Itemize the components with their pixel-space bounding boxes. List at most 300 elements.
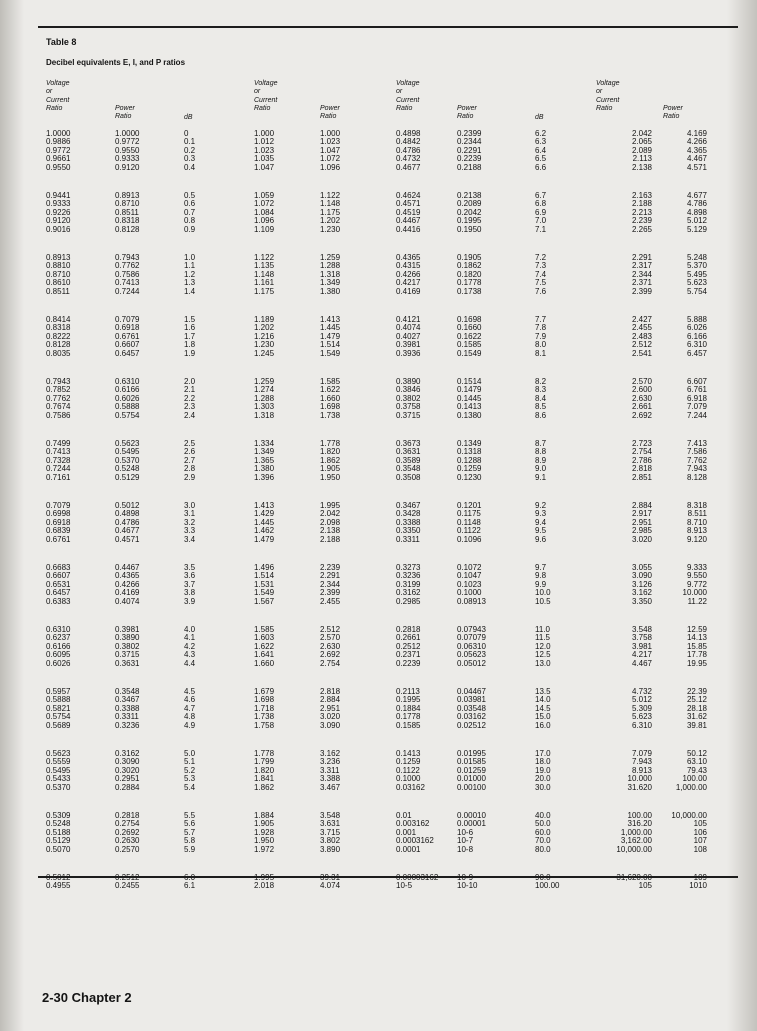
table-cell: 9.2 [535,501,547,510]
table-cell: 0.2399 [457,129,482,138]
table-cell: 0.1201 [457,501,482,510]
table-cell: 0.03981 [457,695,486,705]
row-group [535,564,559,626]
table-cell: 0.7586 [46,410,71,420]
column-power-3 [457,130,486,936]
row-group [115,130,139,192]
table-cell: 1.1 [184,261,196,271]
table-cell: 5.9 [184,844,196,854]
row-group [650,130,707,192]
table-cell: 0.1175 [457,509,481,519]
table-cell: 2.630 [320,641,341,651]
row-group [46,564,70,626]
table-cell: 1.202 [320,216,341,226]
table-cell: 9.5 [535,526,547,536]
table-cell: 0.5888 [115,402,140,412]
table-cell: 0.8511 [46,286,70,296]
table-cell: 0.6457 [46,588,71,598]
table-cell: 2.399 [631,286,652,296]
table-cell: 0.4169 [396,286,421,296]
table-cell: 20.0 [535,774,551,784]
row-group [535,254,559,316]
table-cell: 2.985 [631,526,652,536]
table-title: Decibel equivalents E, I, and P ratios [46,58,186,67]
table-cell: 0.6918 [115,323,140,333]
table-cell: 0.8511 [115,207,139,217]
table-cell: 2.6 [184,447,196,457]
row-group [320,192,340,254]
table-cell: 8.9 [535,455,547,465]
table-cell: 1.349 [320,278,341,288]
table-cell: 4.074 [320,881,341,891]
table-cell: 4.898 [686,207,707,217]
table-cell: 1.905 [320,464,341,474]
row-group [320,502,340,564]
table-cell: 0.8810 [46,261,71,271]
table-cell: 6.2 [535,129,547,138]
table-cell: 0.2239 [396,658,421,668]
table-cell: 0.04467 [457,687,486,696]
table-cell: 4.2 [184,641,196,651]
row-group [254,254,274,316]
column-voltage-2 [254,130,274,936]
table-cell: 1,000.00 [620,827,652,837]
table-cell: 0.3273 [396,563,421,572]
table-cell: 15.0 [535,712,551,722]
column-power-2 [320,130,340,936]
table-cell: 1.862 [320,455,341,465]
table-cell: 25.12 [686,695,707,705]
table-cell: 31.62 [686,712,707,722]
table-cell: 1.274 [254,385,275,395]
table-cell: 2.570 [631,377,652,386]
table-cell: 0.1778 [396,712,421,722]
row-group [535,812,559,874]
row-group [184,254,195,316]
table-cell: 0.5495 [46,765,71,775]
row-group [650,378,707,440]
table-cell: 1.479 [320,331,341,341]
table-cell: 0.6310 [46,625,71,634]
row-group [115,626,139,688]
row-group [46,626,70,688]
table-cell: 0.4955 [46,881,71,891]
table-cell: 0.7852 [46,385,71,395]
table-cell: 0.3936 [396,348,421,358]
table-cell: 0.5309 [46,811,71,820]
row-group [320,254,340,316]
table-cell: 0.8128 [115,224,140,234]
table-cell: 0.8222 [46,331,71,341]
table-cell: 1.884 [254,811,275,820]
table-cell: 2.042 [320,509,341,519]
table-cell: 0.6761 [46,534,71,544]
table-cell: 1.109 [254,224,275,234]
table-cell: 8.5 [535,402,547,412]
table-cell: 6.607 [686,377,707,386]
table-cell: 0.4169 [115,588,140,598]
table-cell: 0.2985 [396,596,421,606]
table-cell: 0.01 [396,811,412,820]
table-cell: 3.3 [184,526,196,536]
row-group [396,378,438,440]
table-cell: 7.3 [535,261,547,271]
row-group [254,316,274,378]
table-cell: 0.6383 [46,596,71,606]
table-cell: 0.3350 [396,526,421,536]
table-cell: 0.4786 [115,517,140,527]
table-cell: 0.1000 [457,588,482,598]
table-cell: 2.427 [631,315,652,324]
row-group [596,440,652,502]
table-cell: 1.2 [184,269,196,279]
table-cell: 10-7 [457,836,474,846]
table-cell: 0.5188 [46,827,71,837]
table-cell: 0.3162 [115,749,140,758]
table-cell: 1.288 [320,261,341,271]
table-cell: 5.012 [631,695,652,705]
table-cell: 0.2042 [457,207,482,217]
header-voltage-2: Voltage or Current Ratio [254,80,278,113]
table-cell: 2.455 [320,596,341,606]
row-group [254,626,274,688]
table-cell: 10.000 [627,774,652,784]
table-cell: 10-5 [396,881,413,891]
table-cell: 8.913 [686,526,707,536]
table-cell: 1.5 [184,315,196,324]
table-cell: 9.772 [686,579,707,589]
table-cell: 1.905 [254,819,275,829]
table-cell: 16.0 [535,720,551,730]
row-group [320,564,340,626]
row-group [115,378,139,440]
table-cell: 9.6 [535,534,547,544]
table-cell: 9.0 [535,464,547,474]
table-cell: 0.8318 [46,323,71,333]
table-cell: 2.754 [631,447,652,457]
table-cell: 8.710 [686,517,707,527]
table-cell: 2.692 [320,650,341,660]
row-group [46,378,70,440]
table-cell: 1.622 [254,641,275,651]
table-cell: 7.943 [686,464,707,474]
table-cell: 6.026 [686,323,707,333]
table-cell: 2.291 [320,571,341,581]
table-cell: 0.1862 [457,261,482,271]
table-cell: 7.2 [535,253,547,262]
table-cell: 2.630 [631,393,652,403]
table-cell: 11.0 [535,625,550,634]
table-cell: 1.072 [254,199,275,209]
table-cell: 4.1 [184,633,196,643]
table-cell: 6.9 [535,207,547,217]
table-cell: 0.3428 [396,509,421,519]
header-db-1: dB [184,114,193,121]
table-cell: 1.549 [320,348,341,358]
row-group [115,750,139,812]
table-cell: 79.43 [686,765,707,775]
table-cell: 0.4365 [396,253,421,262]
row-group [184,812,195,874]
table-cell: 0.2239 [457,154,482,164]
row-group [535,502,559,564]
table-cell: 0.5248 [46,819,71,829]
table-cell: 0.4898 [115,509,140,519]
header-power-4: Power Ratio [663,105,683,121]
table-cell: 1.660 [254,658,275,668]
table-cell: 0.3758 [396,402,421,412]
table-cell: 3.5 [184,563,196,572]
column-db-1 [184,130,195,936]
row-group [46,316,70,378]
table-cell: 4.9 [184,720,196,730]
row-group [184,502,195,564]
header-power-1: Power Ratio [115,105,135,121]
table-cell: 0.0003162 [396,836,434,846]
table-cell: 1.349 [254,447,275,457]
table-cell: 0.01995 [457,749,486,758]
table-cell: 0.1698 [457,315,482,324]
table-cell: 7.0 [535,216,547,226]
table-cell: 1.396 [254,472,275,482]
row-group [46,812,70,874]
row-group [457,130,486,192]
table-cell: 2.917 [631,509,652,519]
table-cell: 3.090 [631,571,652,581]
row-group [254,378,274,440]
table-cell: 0.07943 [457,625,486,634]
page-footer: 2-30 Chapter 2 [42,990,132,1005]
table-cell: 1.365 [254,455,275,465]
table-cell: 8.6 [535,410,547,420]
table-cell: 10,000.00 [616,844,652,854]
table-cell: 1.216 [254,331,275,341]
table-cell: 0.3548 [115,687,140,696]
table-cell: 0.4121 [396,315,421,324]
table-cell: 2.138 [320,526,341,536]
row-group [46,502,70,564]
row-group [650,564,707,626]
table-cell: 63.10 [686,757,707,767]
table-cell: 0.2089 [457,199,482,209]
table-cell: 6.7 [535,191,547,200]
table-cell: 0.1950 [457,224,482,234]
table-cell: 3.890 [320,844,341,854]
row-group [535,378,559,440]
table-cell: 0.5012 [115,501,140,510]
table-cell: 0.4315 [396,261,421,271]
table-cell: 0.5754 [46,712,71,722]
table-cell: 0.08913 [457,596,486,606]
table-cell: 0.4365 [115,571,140,581]
table-cell: 3.802 [320,836,341,846]
table-cell: 1.6 [184,323,196,333]
table-cell: 7.5 [535,278,547,288]
table-cell: 1.202 [254,323,275,333]
table-cell: 8.913 [631,765,652,775]
table-cell: 0.4898 [396,129,421,138]
table-cell: 1.023 [254,145,275,155]
row-group [184,626,195,688]
table-cell: 2.317 [631,261,652,271]
table-cell: 0.9550 [115,145,140,155]
table-cell: 2.163 [631,191,652,200]
table-cell: 0.5433 [46,774,71,784]
row-group [254,192,274,254]
table-cell: 2.4 [184,410,196,420]
table-cell: 9.3 [535,509,547,519]
table-cell: 0.01000 [457,774,486,784]
table-cell: 12.5 [535,650,551,660]
table-cell: 0.4677 [396,162,421,172]
table-cell: 1.380 [254,464,275,474]
table-cell: 2.042 [631,129,652,138]
row-group [254,812,274,874]
table-cell: 3.467 [320,782,341,792]
table-cell: 0.00100 [457,782,486,792]
table-cell: 0.9886 [46,137,71,147]
table-cell: 11.5 [535,633,550,643]
table-cell: 10-8 [457,844,474,854]
table-cell: 3.981 [631,641,652,651]
table-cell: 2.9 [184,472,196,482]
row-group [457,874,486,936]
table-cell: 107 [693,836,707,846]
table-cell: 1.0000 [46,129,71,138]
table-cell: 9.550 [686,571,707,581]
row-group [396,812,438,874]
top-rule [38,26,738,28]
table-cell: 3.162 [320,749,341,758]
table-cell: 0.3199 [396,579,421,589]
row-group [115,440,139,502]
table-cell: 12.0 [535,641,551,651]
table-cell: 1.585 [254,625,275,634]
row-group [650,812,707,874]
table-cell: 5.623 [686,278,707,288]
row-group [320,378,340,440]
table-cell: 0.4842 [396,137,421,147]
table-cell: 0.2692 [115,827,140,837]
table-cell: 3.162 [631,588,652,598]
table-cell: 3.388 [320,774,341,784]
table-cell: 0.1549 [457,348,482,358]
table-cell: 2.754 [320,658,341,668]
table-cell: 0.8 [184,216,196,226]
table-cell: 2.818 [631,464,652,474]
table-cell: 0.3 [184,154,196,164]
row-group [650,440,707,502]
table-cell: 0.2371 [396,650,421,660]
table-cell: 0.03162 [396,782,425,792]
table-cell: 1.928 [254,827,275,837]
table-cell: 0.1318 [457,447,482,457]
table-cell: 7.8 [535,323,547,333]
table-cell: 1.445 [320,323,341,333]
row-group [320,874,340,936]
table-cell: 0.4416 [396,224,421,234]
row-group [457,564,486,626]
row-group [596,192,652,254]
table-cell: 0.4677 [115,526,140,536]
table-cell: 2.188 [320,534,341,544]
table-cell: 3.7 [184,579,196,589]
row-group [650,192,707,254]
table-cell: 1.245 [254,348,275,358]
table-cell: 0.9016 [46,224,71,234]
table-cell: 0.7 [184,207,196,217]
row-group [184,192,195,254]
table-cell: 1.096 [320,162,341,172]
table-cell: 316.20 [627,819,652,829]
table-cell: 3.548 [320,811,341,820]
table-cell: 0.6918 [46,517,71,527]
table-cell: 1.820 [320,447,341,457]
table-cell: 1.096 [254,216,275,226]
row-group [396,626,438,688]
table-cell: 1.175 [254,286,275,296]
table-cell: 1.738 [320,410,341,420]
table-cell: 1010 [689,881,707,891]
table-cell: 2.2 [184,393,196,403]
table-cell: 0.5 [184,191,196,200]
table-cell: 3.090 [320,720,341,730]
row-group [396,440,438,502]
table-cell: 3.6 [184,571,196,581]
table-cell: 0.6839 [46,526,71,536]
table-cell: 0.6166 [46,641,71,651]
table-cell: 4.169 [686,129,707,138]
row-group [596,564,652,626]
table-cell: 1,000.00 [675,782,707,792]
table-cell: 40.0 [535,811,551,820]
table-cell: 4.5 [184,687,196,696]
table-cell: 0.4 [184,162,196,172]
table-cell: 0.5070 [46,844,71,854]
table-cell: 1.413 [254,501,275,510]
header-power-3: Power Ratio [457,105,477,121]
table-cell: 6.761 [686,385,707,395]
row-group [115,254,139,316]
table-cell: 5.3 [184,774,196,784]
table-cell: 2.818 [320,687,341,696]
row-group [650,502,707,564]
table-cell: 1.778 [254,749,275,758]
table-cell: 1.023 [320,137,341,147]
table-cell: 0.8128 [46,340,71,350]
table-cell: 3.236 [320,757,341,767]
table-cell: 0.2661 [396,633,421,643]
table-cell: 9.333 [686,563,707,572]
table-cell: 80.0 [535,844,551,854]
table-cell: 0.3020 [115,765,140,775]
table-cell: 3.631 [320,819,341,829]
table-cell: 5.5 [184,811,196,820]
table-cell: 9.120 [686,534,707,544]
table-cell: 5.754 [686,286,707,296]
table-cell: 0.3846 [396,385,421,395]
table-cell: 0.3715 [396,410,421,420]
table-cell: 0.01259 [457,765,486,775]
table-cell: 4.4 [184,658,196,668]
row-group [184,130,195,192]
table-cell: 60.0 [535,827,551,837]
table-cell: 2.344 [631,269,652,279]
column-voltage-1 [46,130,70,936]
table-cell: 2.951 [631,517,652,527]
table-cell: 4.0 [184,625,196,634]
table-cell: 22.39 [686,687,707,696]
